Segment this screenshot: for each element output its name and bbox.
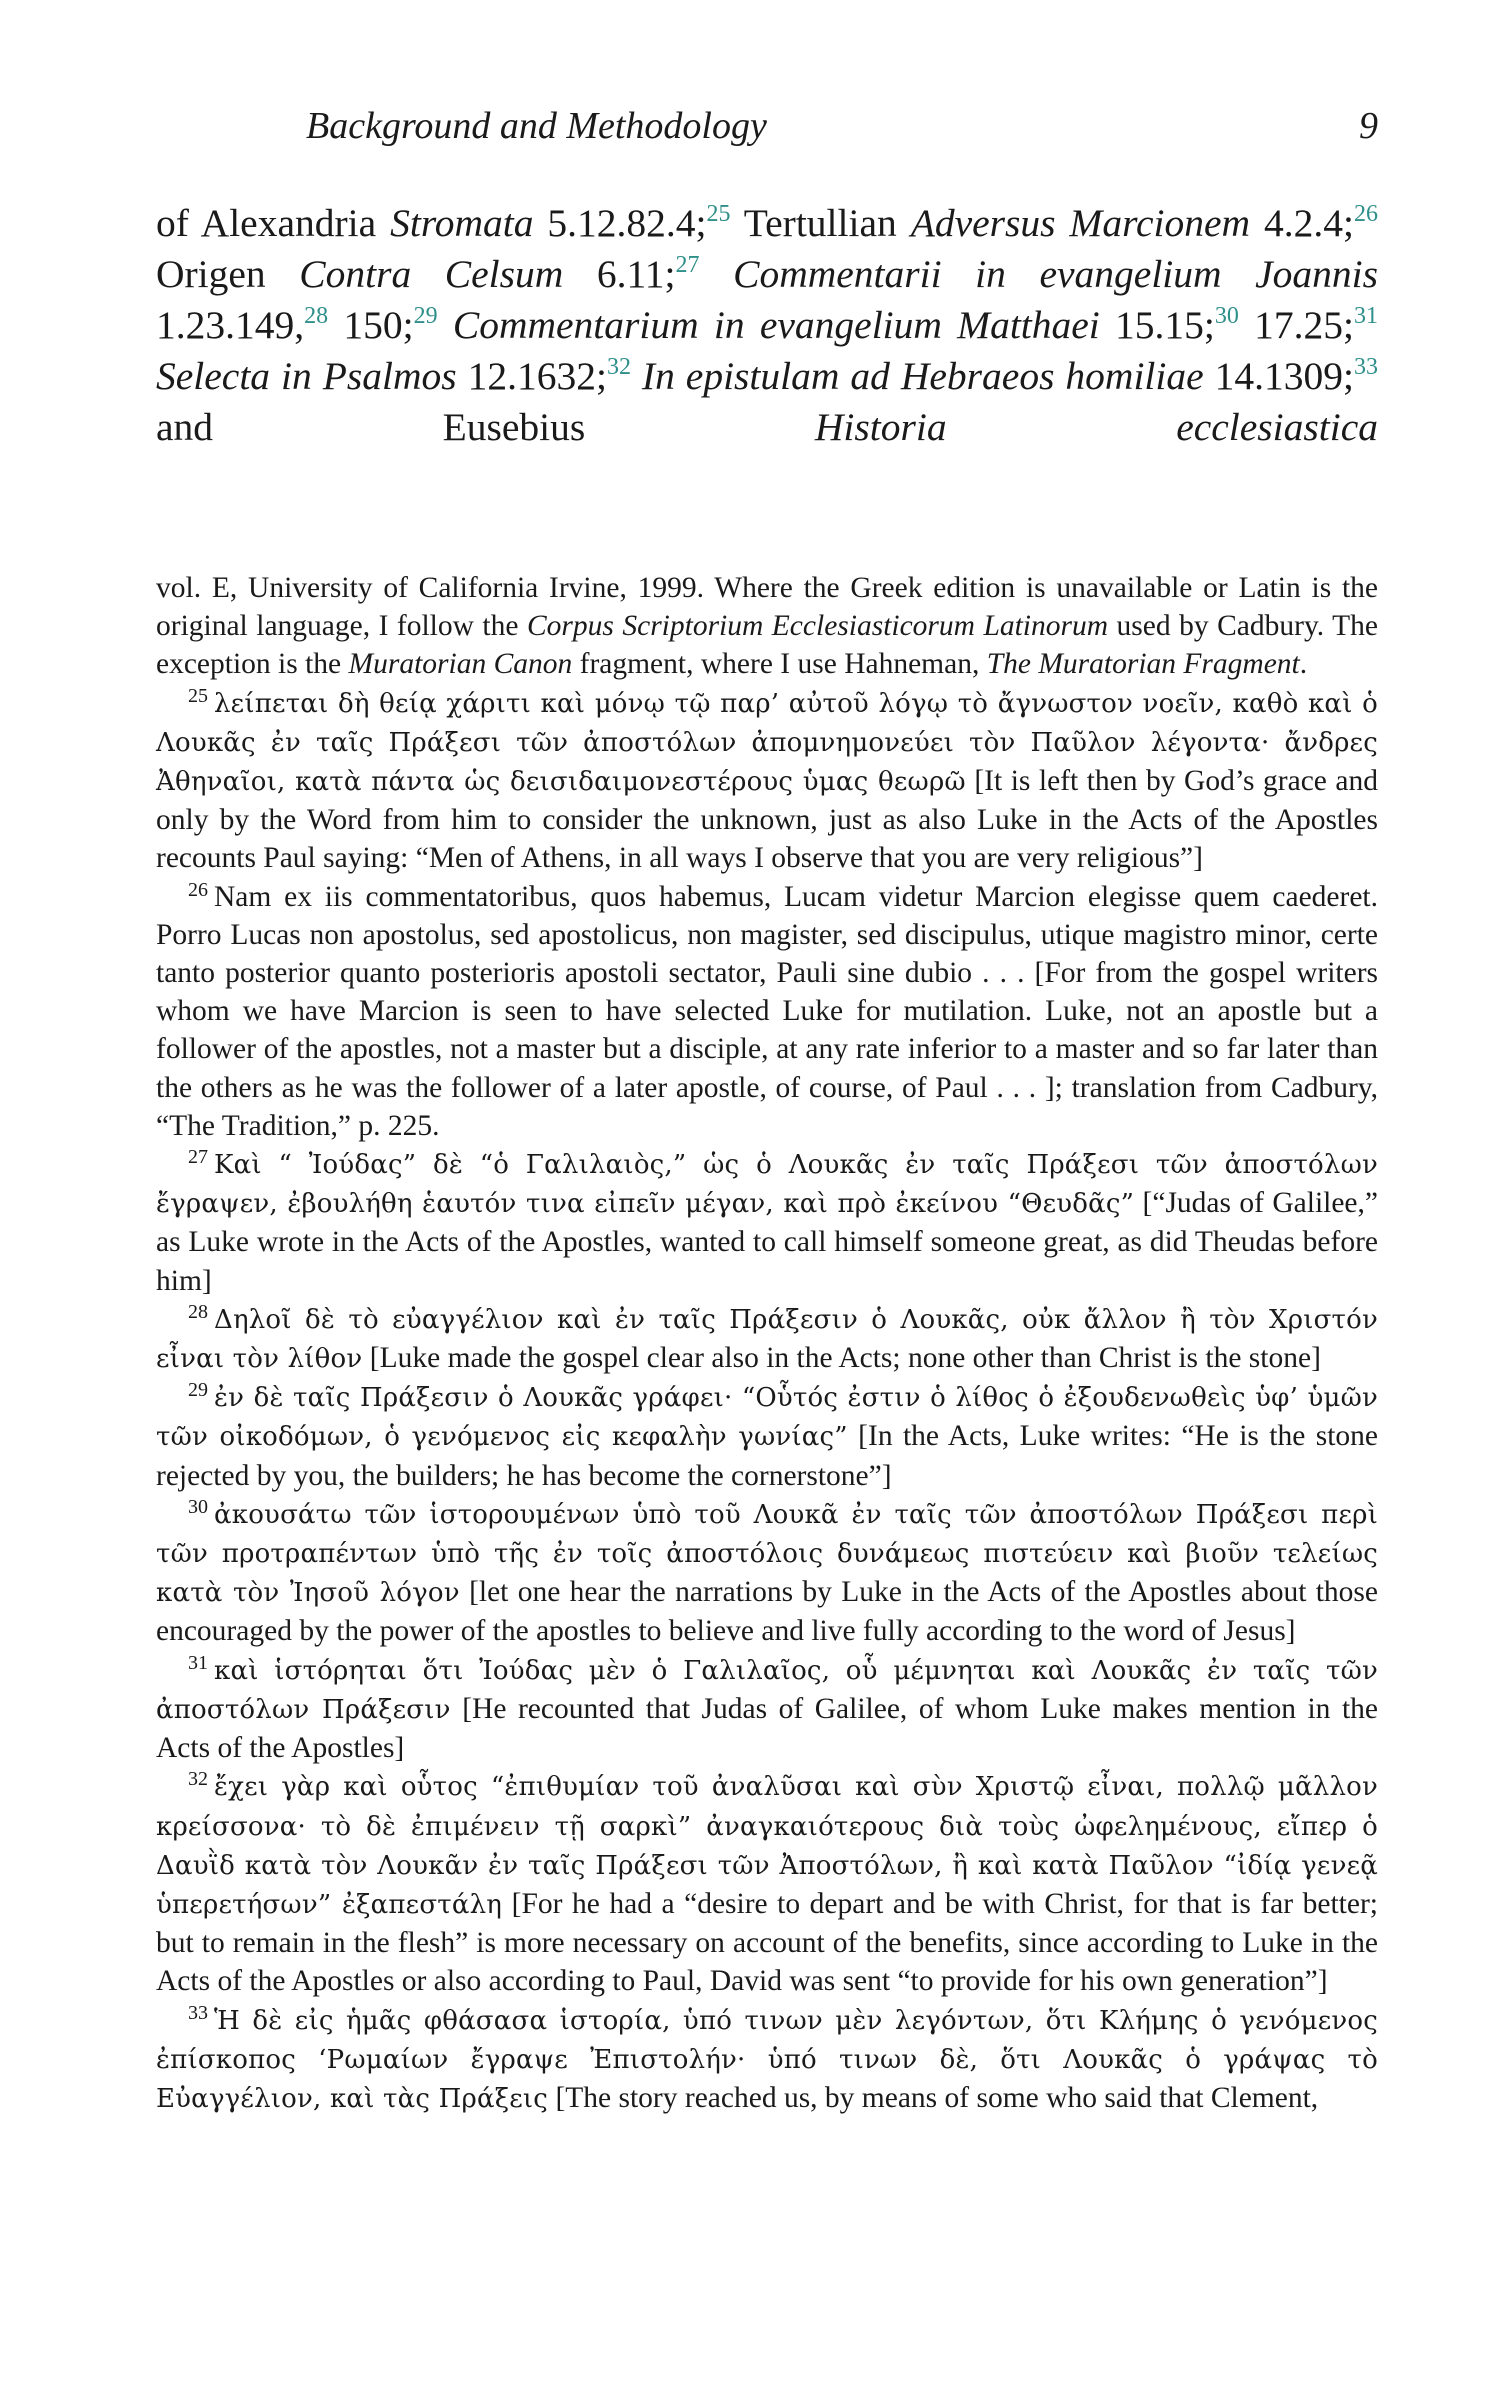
footnote-number: 27 xyxy=(188,1146,208,1169)
book-page xyxy=(156,100,1378,2118)
body-paragraph: of Alexandria Stromata 5.12.82.4;$^{25}$ Tertullian Adversus Marcionem 4.2.4;$^{26}$ Origen Contra Celsum 6.11;$^{27}$ Commentarii in evangelium Joannis 1.23.149,28 150;$^{29}$ Commentarium in evangelium Matthaei 15.15;$^{30}$ 17.25;$^{31}$ Selecta in Psalmos 12.1632;$^{32}$ In epistulam ad Hebraeos homiliae 14.1309;$^{33}$ and Eusebius Historia ecclesiastica xyxy=(156,201,1379,449)
translation: [The story reached us, by means of some who said that Clement, xyxy=(548,2081,1319,2114)
greek-quote: ἀκουσάτω τῶν ἱστορουμένων ὑπὸ τοῦ Λουκᾶ ἐν ταῖς τῶν ἀποστόλων Πράξεσι περὶ τῶν προτραπέντων ὑπὸ τῆς ἐν τοῖς ἀποστόλοις δυνάμεως πιστεύειν καὶ βιοῦν τελείως κατὰ τὸν Ἰησοῦ λόγον xyxy=(156,1499,1378,1609)
footnote-number: 26 xyxy=(188,878,208,901)
translation: [“Judas of Galilee,” as Luke wrote in the Acts of the Apostles, wanted to call himself someone great, as did Theudas before him] xyxy=(156,1187,1378,1297)
greek-quote: Δηλοῖ δὲ τὸ εὐαγγέλιον καὶ ἐν ταῖς Πράξεσιν ὁ Λουκᾶς, οὐκ ἄλλον ἢ τὸν Χριστόν εἶναι τὸν λίθον xyxy=(156,1304,1378,1375)
footnote-27 xyxy=(156,1145,1378,1300)
footnote-number: 31 xyxy=(188,1651,208,1674)
footnote-text: Nam ex iis commentatoribus, quos habemus, Lucam videtur Marcion elegisse quem caederet. Porro Lucas non apostolus, sed apostolicus, non magister, sed discipulus, utique magistro minor, certe tanto posterior quanto posterioris apostoli sectator, Pauli sine dubio . . . [For from the gospel writers whom we have Marcion is seen to have selected Luke for mutilation. Luke, not an apostle but a follower of the apostles, not a master but a disciple, at any rate inferior to a master and so far later than the others as he was the follower of a later apostle, of course, of Paul . . . ]; translation from Cadbury, “The Tradition,” p. 225. xyxy=(156,880,1378,1142)
greek-quote: Καὶ “ Ἰούδας” δὲ “ὁ Γαλιλαιὸς,” ὡς ὁ Λουκᾶς ἐν ταῖς Πράξεσι τῶν ἀποστόλων ἔγραψεν, ἐβουλήθη ἑαυτόν τινα εἰπεῖν μέγαν, καὶ πρὸ ἐκείνου “Θευδᾶς” xyxy=(156,1150,1378,1220)
greek-quote: Ἡ δὲ εἰς ἡμᾶς φθάσασα ἱστορία, ὑπό τινων μὲν λεγόντων, ὅτι Κλήμης ὁ γενόμενος ἐπίσκοπος ‘Ρωμαίων ἔγραψε Ἐπιστολήν· ὑπό τινων δὲ, ὅτι Λουκᾶς ὁ γράψας τὸ Εὐαγγέλιον, καὶ τὰς Πράξεις xyxy=(156,2005,1378,2114)
footnote-number: 32 xyxy=(188,1768,208,1791)
footnote-30 xyxy=(156,1495,1378,1651)
footnote-ref-31[interactable]: 31 xyxy=(1354,303,1379,329)
translation: [let one hear the narrations by Luke in the Acts of the Apostles about those encouraged by the power of the apostles to believe and live fully according to the word of Jesus] xyxy=(156,1576,1378,1648)
footnote-ref-26[interactable]: 26 xyxy=(1353,201,1378,227)
footnote-ref-27[interactable]: 27 xyxy=(675,252,700,278)
greek-quote: ἐν δὲ ταῖς Πράξεσιν ὁ Λουκᾶς γράφει· “Οὗτός ἐστιν ὁ λίθος ὁ ἐξουδενωθεὶς ὑφ’ ὑμῶν τῶν οἰκοδόμων, ὁ γενόμενος εἰς κεφαλὴν γωνίας” xyxy=(156,1383,1378,1453)
footnote-ref-28[interactable]: 28 xyxy=(304,303,329,329)
footnote-number: 28 xyxy=(188,1300,208,1323)
footnote-33 xyxy=(156,2001,1378,2119)
footnote-number: 25 xyxy=(188,684,208,707)
footnote-number: 30 xyxy=(188,1495,208,1518)
translation: [For he had a “desire to depart and be with Christ, for that is far better; but to remain in the flesh” is more necessary on account of the benefits, since according to Luke in the Acts of the Apostles or also according to Paul, David was sent “to provide for his own generation”] xyxy=(156,1887,1378,1998)
page-number: 9 xyxy=(1359,105,1378,147)
footnotes xyxy=(156,569,1378,2118)
footnote-25 xyxy=(156,684,1378,878)
footnote-ref-32[interactable]: 32 xyxy=(606,354,631,380)
footnote-continued: vol. E, University of California Irvine, 1999. Where the Greek edition is unavailable or Latin is the original language, I follow the Corpus Scriptorium Ecclesiasticorum Latinorum used by Cadbury. The exception is the Muratorian Canon fragment, where I use Hahneman, The Muratorian Fragment. xyxy=(156,572,1378,681)
footnote-number: 29 xyxy=(188,1379,208,1402)
footnote-ref-30[interactable]: 30 xyxy=(1214,303,1239,329)
translation: [He recounted that Judas of Galilee, of whom Luke makes mention in the Acts of the Apostles] xyxy=(156,1692,1378,1765)
footnote-32 xyxy=(156,1767,1378,2000)
running-head xyxy=(156,100,1378,160)
greek-quote: λείπεται δὴ θείᾳ χάριτι καὶ μόνῳ τῷ παρ’ αὐτοῦ λόγῳ τὸ ἄγνωστον νοεῖν, καθὸ καὶ ὁ Λουκᾶς ἐν ταῖς Πράξεσι τῶν ἀποστόλων ἀπομνημονεύει τὸν Παῦλον λέγοντα· ἄνδρες Ἀθηναῖοι, κατὰ πάντα ὡς δεισιδαιμονεστέρους ὑμας θεωρῶ xyxy=(156,688,1378,798)
footnote-ref-29[interactable]: 29 xyxy=(413,303,438,329)
running-title: Background and Methodology xyxy=(306,105,767,147)
footnote-29 xyxy=(156,1378,1378,1495)
greek-quote: καὶ ἱστόρηται ὅτι Ἰούδας μὲν ὁ Γαλιλαῖος, οὗ μέμνηται καὶ Λουκᾶς ἐν ταῖς τῶν ἀποστόλων Πράξεσιν xyxy=(156,1655,1378,1725)
footnote-ref-25[interactable]: 25 xyxy=(706,201,731,227)
footnote-28 xyxy=(156,1300,1378,1378)
translation: [Luke made the gospel clear also in the Acts; none other than Christ is the stone] xyxy=(362,1342,1321,1375)
footnote-26 xyxy=(156,878,1378,1145)
greek-quote: ἔχει γὰρ καὶ οὗτος “ἐπιθυμίαν τοῦ ἀναλῦσαι καὶ σὺν Χριστῷ εἶναι, πολλῷ μᾶλλον κρείσσονα· τὸ δὲ ἐπιμένειν τῇ σαρκὶ” ἀναγκαιότερους διὰ τοὺς ὠφελημένους, εἴπερ ὁ Δαυῒδ κατὰ τὸν Λουκᾶν ἐν ταῖς Πράξεσι τῶν Ἀποστόλων, ἢ καὶ κατὰ Παῦλον “ἰδίᾳ γενεᾷ ὑπερετήσων” ἐξαπεστάλη xyxy=(156,1772,1378,1920)
footnote-31 xyxy=(156,1651,1378,1768)
translation: [It is left then by God’s grace and only by the Word from him to consider the unknown, just as also Luke in the Acts of the Apostles recounts Paul saying: “Men of Athens, in all ways I observe that you are very religious”] xyxy=(156,765,1379,875)
translation: [In the Acts, Luke writes: “He is the stone rejected by you, the builders; he has become the cornerstone”] xyxy=(156,1420,1378,1492)
footnote-number: 33 xyxy=(188,2001,208,2024)
footnote-ref-33[interactable]: 33 xyxy=(1353,354,1378,380)
